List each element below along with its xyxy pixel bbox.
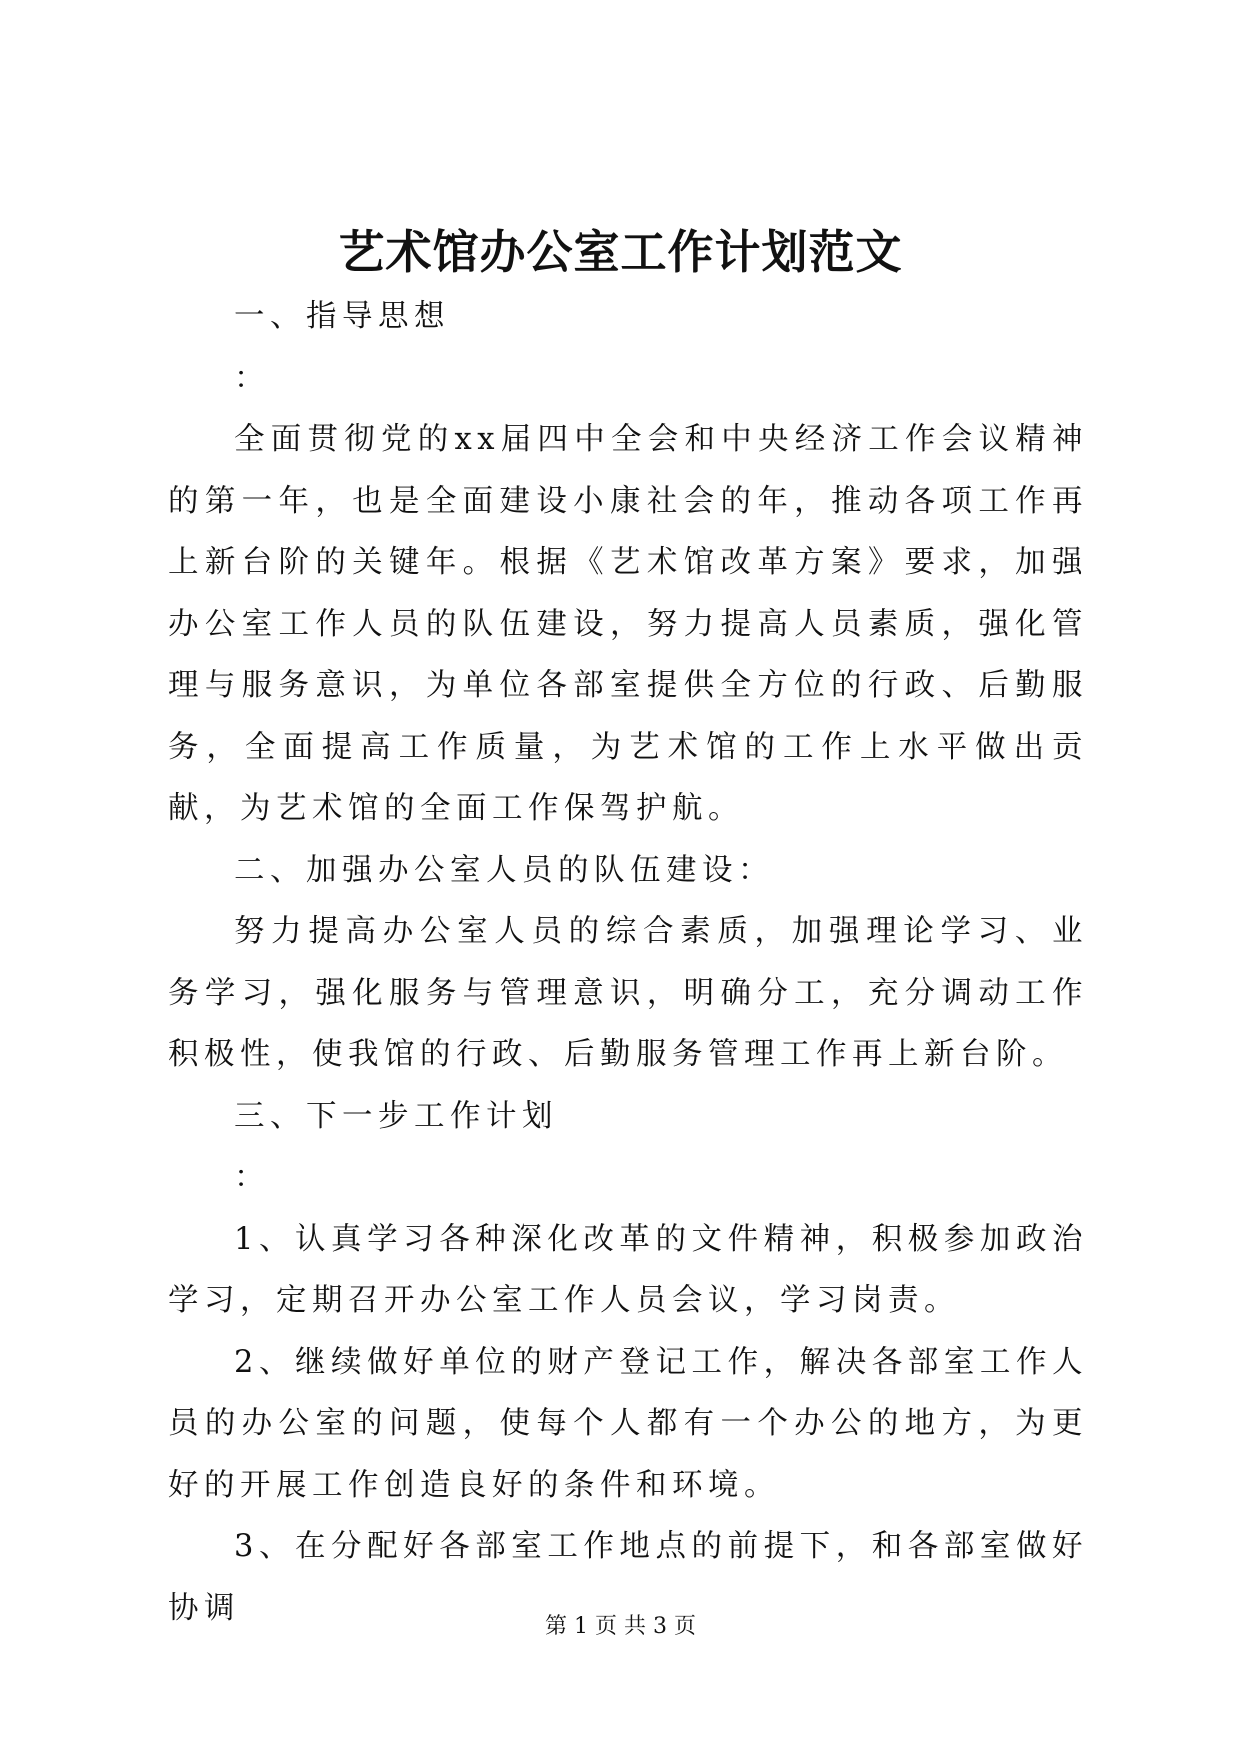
paragraph-guiding-idea: 全面贯彻党的xx届四中全会和中央经济工作会议精神的第一年，也是全面建设小康社会的年，推动各项工作再上新台阶的关键年。根据《艺术馆改革方案》要求，加强办公室工作人员的队伍建设，努力提高人员素质，强化管理与服务意识，为单位各部室提供全方位的行政、后勤服务，全面提高工作质量，为艺术馆的工作上水平做出贡献，为艺术馆的全面工作保驾护航。: [168, 422, 1088, 826]
section-heading-guiding-idea: 一、指导思想: [234, 299, 450, 334]
paragraph-team-building: 努力提高办公室人员的综合素质，加强理论学习、业务学习，强化服务与管理意识，明确分工，充分调动工作积极性，使我馆的行政、后勤服务管理工作再上新台阶。: [168, 914, 1088, 1072]
plan-item-2: 2、继续做好单位的财产登记工作，解决各部室工作人员的办公室的问题，使每个人都有一个办公的地方，为更好的开展工作创造良好的条件和环境。: [168, 1344, 1088, 1503]
section-heading-team-building: 二、加强办公室人员的队伍建设：: [234, 852, 774, 888]
page-number-footer: 第 1 页 共 3 页: [545, 1614, 696, 1639]
section-heading-next-plan: 三、下一步工作计划: [234, 1098, 558, 1134]
document-body: [168, 286, 1088, 1639]
plan-item-3: 3、在分配好各部室工作地点的前提下，和各部室做好协调: [168, 1529, 1088, 1626]
document-title: 艺术馆办公室工作计划范文: [338, 225, 903, 279]
plan-item-1: 1、认真学习各种深化改革的文件精神，积极参加政治学习，定期召开办公室工作人员会议，学习岗责。: [168, 1221, 1088, 1318]
colon-line: ：: [234, 360, 270, 396]
colon-line: ：: [234, 1160, 270, 1195]
